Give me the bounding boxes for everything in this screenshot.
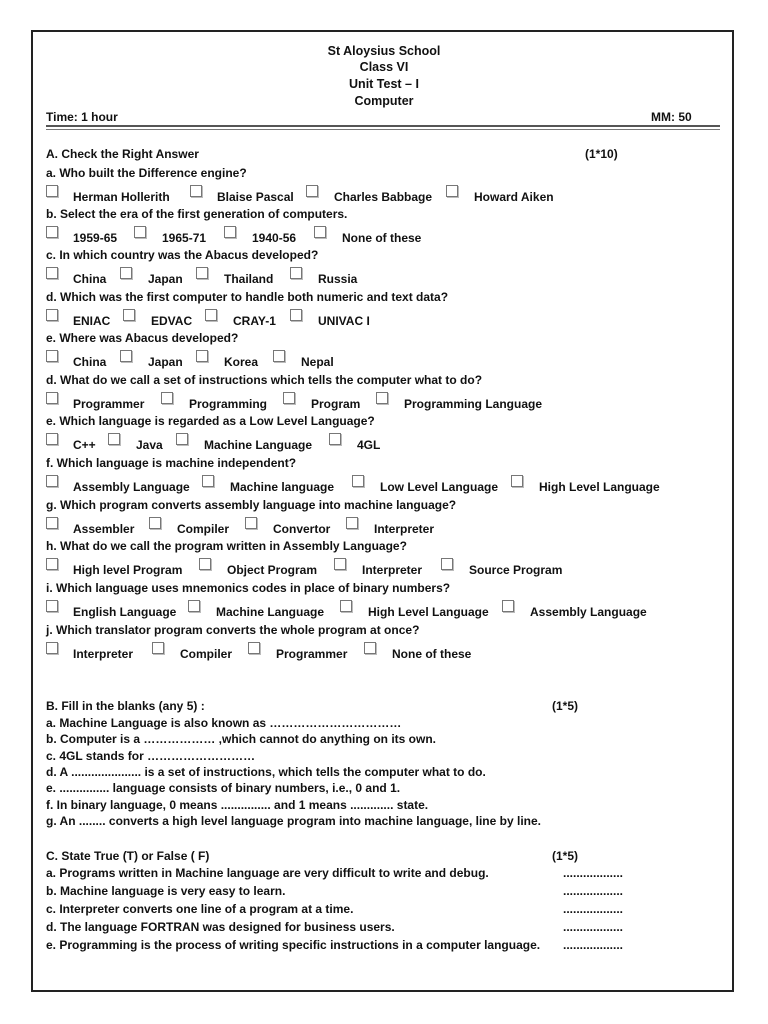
question-text: i. Which language uses mnemonics codes in place of binary numbers? <box>46 581 451 595</box>
answer-option-label: Korea <box>224 355 259 369</box>
answer-checkbox[interactable] <box>205 309 217 321</box>
answer-option-label: None of these <box>342 231 422 245</box>
true-false-item: c. Interpreter converts one line of a program at a time. <box>46 902 354 916</box>
answer-checkbox[interactable] <box>46 642 58 654</box>
answer-option-label: 1940-56 <box>252 231 297 245</box>
answer-checkbox[interactable] <box>352 475 364 487</box>
answer-checkbox[interactable] <box>46 517 58 529</box>
answer-checkbox[interactable] <box>196 350 208 362</box>
question-text: a. Who built the Difference engine? <box>46 166 247 180</box>
answer-checkbox[interactable] <box>202 475 214 487</box>
fill-blank-item: g. An ........ converts a high level language program into machine language, line by line. <box>46 814 541 828</box>
answer-option-label: Programming Language <box>404 397 543 411</box>
answer-checkbox[interactable] <box>46 309 58 321</box>
answer-checkbox[interactable] <box>196 267 208 279</box>
answer-checkbox[interactable] <box>46 185 58 197</box>
question-text: h. What do we call the program written in Assembly Language? <box>46 539 407 553</box>
answer-option-label: 1959-65 <box>73 231 118 245</box>
answer-checkbox[interactable] <box>199 558 211 570</box>
answer-checkbox[interactable] <box>152 642 164 654</box>
answer-option-label: Howard Aiken <box>474 190 554 204</box>
fill-blank-item: d. A ..................... is a set of instructions, which tells the computer what to do. <box>46 765 486 779</box>
question-text: j. Which translator program converts the whole program at once? <box>46 623 420 637</box>
answer-option-label: Java <box>136 438 163 452</box>
answer-checkbox[interactable] <box>46 558 58 570</box>
header-rule-thick <box>46 125 720 127</box>
header-rule-thin <box>46 129 720 130</box>
answer-option-label: Interpreter <box>73 647 134 661</box>
answer-blank[interactable]: .................. <box>563 920 624 934</box>
answer-blank[interactable]: .................. <box>563 902 624 916</box>
answer-option-label: Charles Babbage <box>334 190 433 204</box>
section-c-marks: (1*5) <box>552 849 579 863</box>
answer-option-label: China <box>73 272 107 286</box>
answer-blank[interactable]: .................. <box>563 938 624 952</box>
answer-checkbox[interactable] <box>306 185 318 197</box>
answer-option-label: Object Program <box>227 563 318 577</box>
answer-checkbox[interactable] <box>364 642 376 654</box>
true-false-item: a. Programs written in Machine language are very difficult to write and debug. <box>46 866 489 880</box>
answer-option-label: Blaise Pascal <box>217 190 294 204</box>
fill-blank-item: b. Computer is a ……………… ,which cannot do anything on its own. <box>46 732 437 746</box>
question-text: d. Which was the first computer to handle both numeric and text data? <box>46 290 449 304</box>
fill-blank-item: a. Machine Language is also known as …………………………… <box>46 716 402 730</box>
answer-checkbox[interactable] <box>149 517 161 529</box>
answer-checkbox[interactable] <box>134 226 146 238</box>
answer-option-label: Machine language <box>230 480 335 494</box>
answer-option-label: Russia <box>318 272 358 286</box>
answer-checkbox[interactable] <box>446 185 458 197</box>
answer-option-label: Machine Language <box>204 438 313 452</box>
answer-option-label: ENIAC <box>73 314 111 328</box>
answer-checkbox[interactable] <box>334 558 346 570</box>
answer-checkbox[interactable] <box>176 433 188 445</box>
answer-checkbox[interactable] <box>329 433 341 445</box>
section-a-marks: (1*10) <box>585 147 618 161</box>
question-text: f. Which language is machine independent? <box>46 456 297 470</box>
answer-option-label: Nepal <box>301 355 334 369</box>
answer-option-label: Assembly Language <box>530 605 647 619</box>
class-label: Class VI <box>359 60 409 74</box>
answer-checkbox[interactable] <box>46 267 58 279</box>
answer-checkbox[interactable] <box>283 392 295 404</box>
answer-option-label: Japan <box>148 272 183 286</box>
true-false-item: e. Programming is the process of writing specific instructions in a computer language. <box>46 938 541 952</box>
answer-option-label: Assembly Language <box>73 480 190 494</box>
question-text: b. Select the era of the first generation of computers. <box>46 207 348 221</box>
answer-checkbox[interactable] <box>511 475 523 487</box>
answer-option-label: Assembler <box>73 522 135 536</box>
answer-option-label: Thailand <box>224 272 274 286</box>
question-text: e. Which language is regarded as a Low Level Language? <box>46 414 375 428</box>
question-text: g. Which program converts assembly language into machine language? <box>46 498 457 512</box>
answer-option-label: Compiler <box>177 522 230 536</box>
answer-blank[interactable]: .................. <box>563 866 624 880</box>
answer-option-label: Source Program <box>469 563 563 577</box>
answer-checkbox[interactable] <box>441 558 453 570</box>
answer-checkbox[interactable] <box>46 226 58 238</box>
answer-checkbox[interactable] <box>290 267 302 279</box>
answer-option-label: Programming <box>189 397 268 411</box>
answer-option-label: EDVAC <box>151 314 193 328</box>
answer-checkbox[interactable] <box>340 600 352 612</box>
answer-option-label: High Level Language <box>368 605 489 619</box>
answer-checkbox[interactable] <box>120 350 132 362</box>
section-c-title: C. State True (T) or False ( F) <box>46 849 210 863</box>
answer-option-label: None of these <box>392 647 472 661</box>
section-a-title: A. Check the Right Answer <box>46 147 199 161</box>
answer-option-label: Interpreter <box>374 522 435 536</box>
answer-option-label: High level Program <box>73 563 183 577</box>
answer-checkbox[interactable] <box>190 185 202 197</box>
answer-checkbox[interactable] <box>314 226 326 238</box>
answer-option-label: Programmer <box>73 397 145 411</box>
section-b-marks: (1*5) <box>552 699 579 713</box>
answer-checkbox[interactable] <box>188 600 200 612</box>
answer-checkbox[interactable] <box>108 433 120 445</box>
answer-checkbox[interactable] <box>224 226 236 238</box>
true-false-item: b. Machine language is very easy to learn. <box>46 884 286 898</box>
answer-option-label: Low Level Language <box>380 480 499 494</box>
question-text: e. Where was Abacus developed? <box>46 331 239 345</box>
fill-blank-item: e. ............... language consists of binary numbers, i.e., 0 and 1. <box>46 781 401 795</box>
answer-checkbox[interactable] <box>46 475 58 487</box>
answer-option-label: 1965-71 <box>162 231 207 245</box>
answer-option-label: Program <box>311 397 361 411</box>
answer-option-label: C++ <box>73 438 96 452</box>
subject-label: Computer <box>354 94 414 108</box>
answer-option-label: Programmer <box>276 647 348 661</box>
school-name: St Aloysius School <box>327 44 441 58</box>
answer-option-label: English Language <box>73 605 177 619</box>
answer-checkbox[interactable] <box>46 392 58 404</box>
answer-checkbox[interactable] <box>376 392 388 404</box>
question-text: d. What do we call a set of instructions which tells the computer what to do? <box>46 373 483 387</box>
section-b-title: B. Fill in the blanks (any 5) : <box>46 699 205 713</box>
answer-option-label: Herman Hollerith <box>73 190 170 204</box>
answer-checkbox[interactable] <box>120 267 132 279</box>
time-label: Time: 1 hour <box>46 110 118 124</box>
answer-option-label: Compiler <box>180 647 233 661</box>
answer-checkbox[interactable] <box>46 350 58 362</box>
answer-checkbox[interactable] <box>46 433 58 445</box>
true-false-item: d. The language FORTRAN was designed for business users. <box>46 920 395 934</box>
answer-option-label: UNIVAC I <box>318 314 370 328</box>
answer-checkbox[interactable] <box>290 309 302 321</box>
answer-checkbox[interactable] <box>245 517 257 529</box>
answer-checkbox[interactable] <box>502 600 514 612</box>
answer-option-label: CRAY-1 <box>233 314 276 328</box>
answer-option-label: China <box>73 355 107 369</box>
question-text: c. In which country was the Abacus developed? <box>46 248 319 262</box>
answer-option-label: 4GL <box>357 438 381 452</box>
answer-checkbox[interactable] <box>123 309 135 321</box>
answer-checkbox[interactable] <box>46 600 58 612</box>
answer-option-label: Japan <box>148 355 183 369</box>
answer-option-label: High Level Language <box>539 480 660 494</box>
answer-option-label: Convertor <box>273 522 331 536</box>
answer-blank[interactable]: .................. <box>563 884 624 898</box>
answer-checkbox[interactable] <box>346 517 358 529</box>
fill-blank-item: f. In binary language, 0 means ............... and 1 means ............. state. <box>46 798 429 812</box>
max-marks-label: MM: 50 <box>651 110 692 124</box>
test-label: Unit Test – I <box>349 77 419 91</box>
answer-checkbox[interactable] <box>248 642 260 654</box>
answer-option-label: Interpreter <box>362 563 423 577</box>
answer-checkbox[interactable] <box>273 350 285 362</box>
answer-checkbox[interactable] <box>161 392 173 404</box>
answer-option-label: Machine Language <box>216 605 325 619</box>
fill-blank-item: c. 4GL stands for ……………………… <box>46 749 256 763</box>
